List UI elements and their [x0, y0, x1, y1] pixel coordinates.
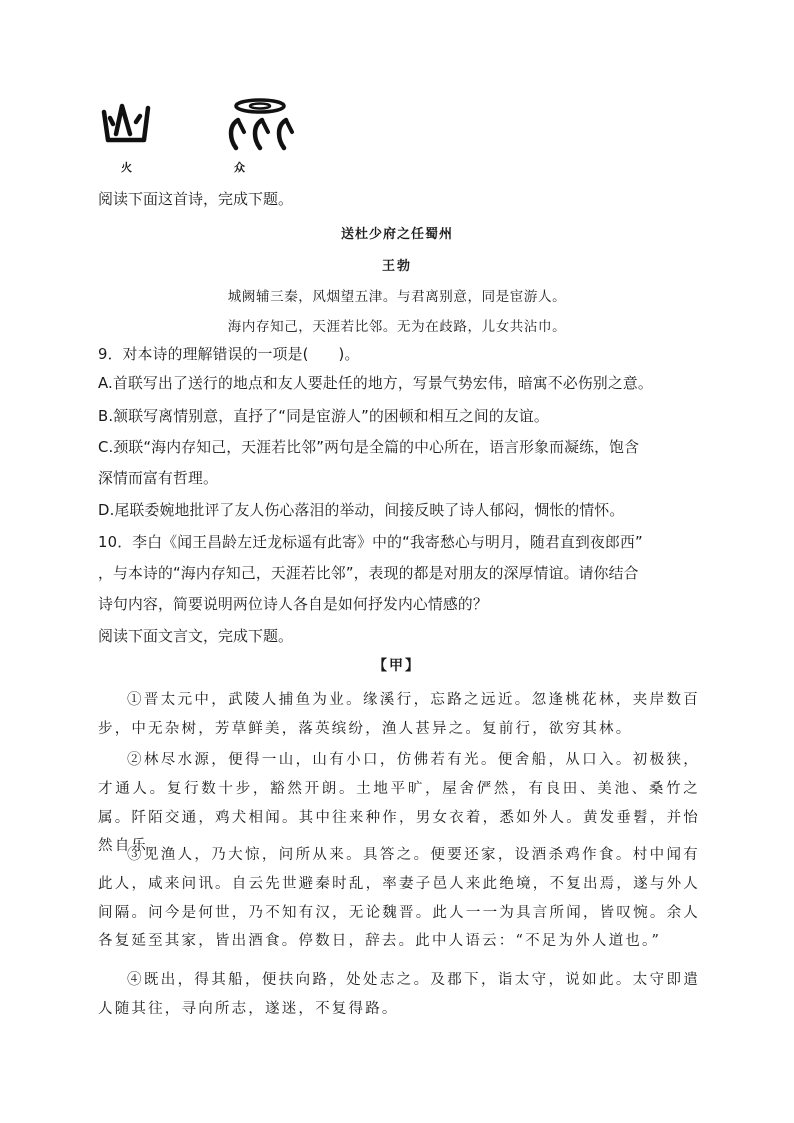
- poem-title: 送杜少府之任蜀州: [340, 227, 453, 242]
- question-9-option-d: D.尾联委婉地批评了友人伤心落泪的举动，间接反映了诗人郁闷，惆怅的情怀。: [98, 502, 625, 519]
- question-10-line-3: 诗句内容，简要说明两位诗人各自是如何抒发内心情感的？: [98, 596, 488, 613]
- prose-paragraph-3: ③见渔人，乃大惊，问所从来。具答之。便要还家，设酒杀鸡作食。村中闻有此人，咸来问讯。自云先世避秦时乱，率妻子邑人来此绝境，不复出焉，遂与外人间隔。问今是何世，乃不知有汉，无论魏晋。此人一一为具言所闻，皆叹惋。余人各复延至其家，皆出酒食。停数日，辞去。此中人语云：“不足为外人道也。”: [98, 847, 700, 950]
- question-9-option-c-line-2: 深情而富有哲理。: [98, 470, 218, 487]
- question-9-stem: 9．对本诗的理解错误的一项是( )。: [98, 346, 360, 363]
- prose-instruction: 阅读下面文言文，完成下题。: [98, 627, 294, 645]
- question-9-option-b: B.颔联写离情别意，直抒了“同是宦游人”的困顿和相互之间的友谊。: [98, 408, 549, 425]
- prose-paragraph-4: ④既出，得其船，便扶向路，处处志之。及郡下，诣太守，说如此。太守即遣人随其往，寻向所志，遂迷，不复得路。: [98, 972, 700, 1017]
- poem-author: 王勃: [381, 259, 412, 274]
- pictograph-figures: [98, 96, 318, 186]
- prose-paragraph-1: ①晋太元中，武陵人捕鱼为业。缘溪行，忘路之远近。忽逢桃花林，夹岸数百步，中无杂树，芳草鲜美，落英缤纷，渔人甚异之。复前行，欲穷其林。: [98, 692, 700, 737]
- fire-pictograph-icon: [100, 100, 152, 146]
- prose-heading: 【甲】: [373, 658, 421, 674]
- fire-caption: 火: [121, 161, 132, 174]
- poem-line-2: 海内存知己，天涯若比邻。无为在歧路，儿女共沾巾。: [227, 319, 567, 335]
- question-9-option-a: A.首联写出了送行的地点和友人要赴任的地方，写景气势宏伟，暗寓不必伤别之意。: [98, 375, 653, 392]
- crowd-pictograph-icon: [222, 96, 302, 154]
- poem-line-1: 城阙辅三秦，风烟望五津。与君离别意，同是宦游人。: [227, 289, 567, 305]
- question-10-line-2: ，与本诗的“海内存知己，天涯若比邻”，表现的都是对朋友的深厚情谊。请你结合: [98, 565, 639, 582]
- question-10-line-1: 10．李白《闻王昌龄左迁龙标遥有此寄》中的“我寄愁心与明月，随君直到夜郎西”: [98, 534, 643, 551]
- question-9-option-c-line-1: C.颈联“海内存知己，天涯若比邻”两句是全篇的中心所在，语言形象而凝练，饱含: [98, 439, 640, 456]
- crowd-caption: 众: [234, 161, 245, 174]
- poem-instruction: 阅读下面这首诗，完成下题。: [98, 190, 294, 208]
- prose-paragraph-2: ②林尽水源，便得一山，山有小口，仿佛若有光。便舍船，从口入。初极狭，才通人。复行数十步，豁然开朗。土地平旷，屋舍俨然，有良田、美池、桑竹之属。阡陌交通，鸡犬相闻。其中往来种作，男女衣着，悉如外人。黄发垂髫，并怡然自乐。: [98, 752, 700, 855]
